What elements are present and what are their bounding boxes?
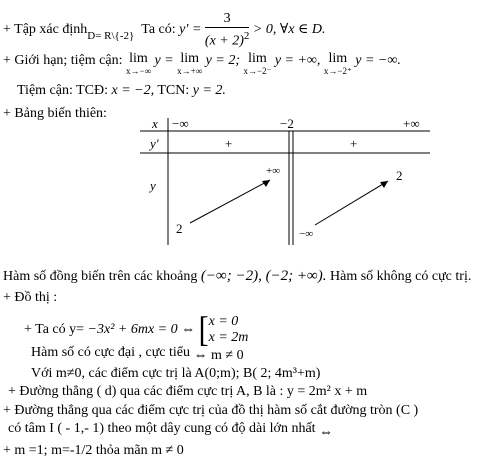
circle-intersection-text: + Đường thẳng qua các điểm cực trị của đồ thị hàm số cắt đường tròn (C ) <box>3 403 419 418</box>
y-value-left-2: 2 <box>176 221 183 236</box>
vertical-asymptote: x = −2, <box>111 83 155 98</box>
derivative-lhs: y′ = <box>179 22 202 38</box>
monotonic-intervals: (−∞; −2), (−2; +∞). <box>200 268 327 284</box>
limit-2 <box>177 53 202 77</box>
limit-4 <box>324 53 352 77</box>
yprime-row-label: y′ <box>150 136 159 151</box>
no-extremum-text: Hàm số không có cực trị. <box>330 269 472 284</box>
root-2: x = 2m <box>208 330 249 345</box>
arrow-head <box>380 181 388 188</box>
variation-table <box>130 113 450 253</box>
center-chord-line <box>8 421 334 440</box>
conclusion-line <box>3 443 184 459</box>
limits-label: + Giới hạn; tiệm cận: <box>3 53 123 68</box>
extremum-points-text: Với m≠0, các điểm cực trị là A(0;m); B( 2; 4m³+m) <box>31 366 321 381</box>
lim-word: lim <box>248 51 267 66</box>
x-value-pos-inf: +∞ <box>403 116 420 131</box>
fraction-numerator: 3 <box>205 10 250 28</box>
x-row-label: x <box>152 116 158 131</box>
ta-co-y-label: + Ta có y= <box>24 322 85 338</box>
asymptotes-line <box>17 83 226 99</box>
yprime-sign-right: + <box>350 136 358 151</box>
extremum-condition: ⇔ m ≠ 0 <box>193 348 244 363</box>
increasing-arrow-left <box>190 180 270 223</box>
derivative-positive: > 0, ∀x ∈ D. <box>252 22 326 38</box>
extremum-condition-line <box>31 345 244 361</box>
x-value-neg-inf: −∞ <box>172 116 189 131</box>
circle-intersection-line <box>3 403 418 419</box>
monotonic-line <box>3 268 471 285</box>
domain-label: Tập xác định <box>14 22 88 38</box>
lim-subscript: x→+∞ <box>177 66 203 76</box>
lim-word: lim <box>129 51 148 66</box>
y-value-right-2: 2 <box>396 168 403 183</box>
domain-set: D= R\{-2} <box>87 30 135 43</box>
line-d-equation <box>8 384 367 400</box>
bullet: + <box>3 22 11 38</box>
variation-table-label: + Bảng biến thiên: <box>3 106 107 121</box>
ta-co-label: Ta có: <box>141 22 176 38</box>
graph-heading <box>3 290 57 306</box>
root-1: x = 0 <box>208 314 239 329</box>
limit-value: y = +∞, <box>274 53 321 68</box>
y-value-neg-inf: −∞ <box>299 228 314 240</box>
fraction-denominator <box>205 28 250 50</box>
horizontal-asymptote-label: TCN: <box>157 83 190 98</box>
y-row-label: y <box>150 178 156 193</box>
graph-label: + Đồ thị : <box>3 290 58 305</box>
line-d-text: + Đường thẳng ( d) qua các điểm cực trị A, B là : y = 2m² x + m <box>8 384 368 399</box>
lim-word: lim <box>328 51 348 66</box>
equivalence-symbol: ⇔ <box>319 425 334 440</box>
limit-value: y = <box>154 53 174 68</box>
limit-value: y = 2; <box>205 53 240 68</box>
limit-3 <box>244 53 272 77</box>
lim-word: lim <box>180 51 199 66</box>
limits-line <box>3 53 401 77</box>
y-value-pos-inf: +∞ <box>266 165 281 177</box>
horizontal-asymptote: y = 2. <box>192 83 226 98</box>
variation-table-title <box>3 106 107 122</box>
extremum-condition-text: Hàm số có cực đại , cực tiểu <box>31 345 191 360</box>
monotonic-label: Hàm số đồng biến trên các khoảng <box>3 269 198 284</box>
vertical-asymptote-label: Tiệm cận: TCĐ: <box>17 83 109 98</box>
limit-1 <box>126 53 151 77</box>
conclusion-text: + m =1; m=-1/2 thỏa mãn m ≠ 0 <box>3 443 184 458</box>
root-system <box>209 314 249 346</box>
derivative-fraction <box>205 10 250 50</box>
extremum-points-line <box>31 366 320 382</box>
domain-derivative-line <box>3 10 326 50</box>
center-chord-text: có tâm I ( - 1,- 1) theo một dây cung có độ dài lớn nhất <box>8 421 316 436</box>
yprime-sign-left: + <box>225 136 233 151</box>
lim-subscript: x→−2⁻ <box>243 66 272 76</box>
lim-subscript: x→−2⁺ <box>323 66 352 76</box>
increasing-arrow-right <box>315 181 388 225</box>
x-value-neg-2: −2 <box>280 116 294 131</box>
lim-subscript: x→−∞ <box>126 66 151 76</box>
denominator-exponent: 2 <box>243 30 250 42</box>
denominator-base: (x + 2) <box>204 33 244 49</box>
derivative-equation: −3x² + 6mx = 0 ⇔ <box>87 322 196 338</box>
derivative-roots-line <box>24 309 249 350</box>
system-bracket: [ <box>198 309 209 350</box>
limit-value: y = −∞. <box>355 53 401 68</box>
